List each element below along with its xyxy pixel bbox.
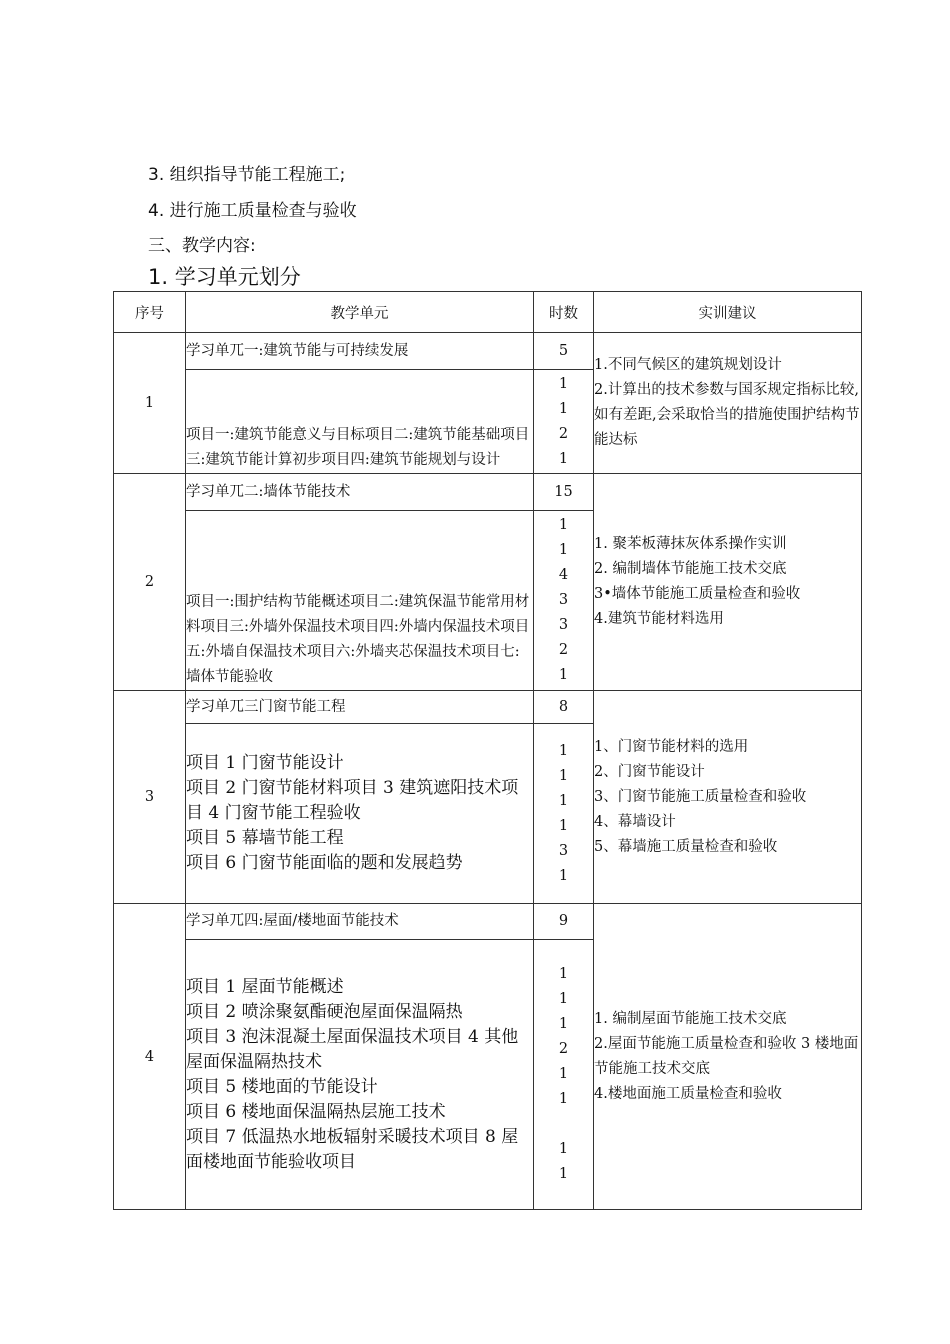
header-unit: 教学单元: [186, 292, 534, 333]
unit-index: 1: [114, 333, 186, 474]
unit-row: [114, 691, 862, 724]
project-item: 项目 5 楼地面的节能设计: [186, 1076, 378, 1097]
project-item: 项目 6 楼地面保温隔热层施工技术: [186, 1101, 446, 1122]
project-hour-value: 2: [558, 1041, 569, 1057]
suggestion-item: 1. 编制屋面节能施工技术交底: [594, 1010, 787, 1027]
unit-table: [113, 291, 862, 1210]
project-hour-value: 1: [558, 1141, 569, 1157]
project-hour-value: 1: [558, 450, 569, 467]
project-item: 项目 3 泡沫混凝土屋面保温技术项目 4 其他屋面保温隔热技术: [186, 1026, 519, 1072]
project-hour-value: 1: [558, 542, 569, 558]
unit-title: 学习单兀四:屋面/楼地面节能技术: [186, 904, 534, 940]
project-hour-value: 1: [558, 1166, 569, 1182]
unit-row: [114, 904, 862, 940]
project-item: 项目一:建筑节能意义与目标项目二:建筑节能基础项目三:建筑节能计算初步项目四:建筑节能规划与设计: [186, 427, 530, 468]
training-suggestions: [594, 691, 862, 904]
project-item: 项目 2 喷涂聚氨酯硬泡屋面保温隔热: [186, 1001, 463, 1022]
suggestion-item: 1、门窗节能材料的选用: [594, 738, 749, 755]
project-hours: [534, 511, 594, 691]
training-suggestions: [594, 904, 862, 1210]
suggestion-item: 4、幕墙设计: [594, 813, 676, 830]
unit-title: 学习单兀一:建筑节能与可持续发展: [186, 333, 534, 370]
project-hour-value: 1: [558, 742, 569, 759]
intro-line-3: 3. 组织指导节能工程施工;: [148, 165, 346, 185]
intro-line-4: 4. 进行施工质量检查与验收: [148, 201, 357, 221]
project-hour-value: 2: [558, 425, 569, 442]
table-body: [114, 333, 862, 1210]
suggestion-item: 5、幕墙施工质量检查和验收: [594, 838, 778, 855]
project-hour-value: 4: [558, 567, 569, 583]
suggestion-item: 2. 编制墙体节能施工技术交底: [594, 561, 787, 577]
project-item: 项目 7 低温热水地板辐射采暖技术项目 8 屋面楼地面节能验收项目: [186, 1126, 519, 1172]
table-header-row: [114, 292, 862, 333]
project-hour-value: 1: [558, 767, 569, 784]
suggestion-item: 2、门窗节能设计: [594, 763, 705, 780]
training-suggestions: [594, 333, 862, 474]
project-item: 项目 6 门窗节能面临的题和发展趋势: [186, 853, 463, 873]
subsection-heading: 1. 学习单元划分: [148, 265, 301, 289]
project-hour-value: 3: [558, 617, 569, 633]
project-hours: [534, 370, 594, 474]
suggestion-item: 3、门窗节能施工质量检查和验收: [594, 788, 807, 805]
project-item: 项目 1 门窗节能设计: [186, 753, 344, 773]
header-suggestion: 实训建议: [594, 292, 862, 333]
suggestion-item: 4.建筑节能材料选用: [594, 611, 724, 627]
project-hour-value: 3: [558, 842, 569, 859]
project-list: [186, 511, 534, 691]
header-index: 序号: [114, 292, 186, 333]
project-list: [186, 370, 534, 474]
project-hour-value: 1: [558, 400, 569, 417]
suggestion-item: 3•墙体节能施工质量检查和验收: [594, 586, 801, 602]
project-list: [186, 724, 534, 904]
project-item: 项目 2 门窗节能材料项目 3 建筑遮阳技术项目 4 门窗节能工程验收: [186, 778, 519, 823]
unit-row: [114, 333, 862, 370]
project-hour-value: 1: [558, 966, 569, 982]
unit-index: 2: [114, 474, 186, 691]
project-item: 项目一:围护结构节能概述项目二:建筑保温节能常用材料项目三:外墙外保温技术项目四:外墙内保温技术项目五:外墙自保温技术项目六:外墙夹芯保温技术项目七:墙体节能验收: [186, 594, 530, 685]
project-item: 项目 1 屋面节能概述: [186, 976, 344, 997]
unit-index: 4: [114, 904, 186, 1210]
suggestion-item: 1.不同气候区的建筑规划设计: [594, 357, 782, 373]
project-hour-value: 2: [558, 642, 569, 658]
suggestion-item: 4.楼地面施工质量检查和验收: [594, 1085, 782, 1102]
project-hour-value: 1: [558, 1016, 569, 1032]
project-hour-value: 1: [558, 517, 569, 533]
unit-hours: 15: [534, 474, 594, 511]
unit-hours: 9: [534, 904, 594, 940]
project-hour-value: 1: [558, 991, 569, 1007]
project-hour-value: 1: [558, 792, 569, 809]
project-hour-value: 1: [558, 1091, 569, 1107]
header-hours: 时数: [534, 292, 594, 333]
unit-hours: 8: [534, 691, 594, 724]
suggestion-item: 2.屋面节能施工质量检查和验收 3 楼地面节能施工技术交底: [594, 1035, 859, 1077]
training-suggestions: [594, 474, 862, 691]
project-hour-value: 1: [558, 375, 569, 392]
suggestion-item: 2.计算出的技术参数与国豕规定指标比较,如有差距,会采取恰当的措施使围护结构节能达标: [594, 382, 860, 448]
project-list: [186, 940, 534, 1210]
suggestion-item: 1. 聚苯板薄抹灰体系操作实训: [594, 536, 787, 552]
project-hours: [534, 940, 594, 1210]
project-hour-value: 1: [558, 1066, 569, 1082]
section-heading: 三、教学内容:: [148, 236, 256, 256]
unit-title: 学习单兀三门窗节能工程: [186, 691, 534, 724]
unit-title: 学习单兀二:墙体节能技术: [186, 474, 534, 511]
project-hour-value: 1: [558, 817, 569, 834]
unit-hours: 5: [534, 333, 594, 370]
unit-index: 3: [114, 691, 186, 904]
project-item: 项目 5 幕墙节能工程: [186, 828, 344, 848]
project-hour-value: [534, 1112, 593, 1137]
project-hours: [534, 724, 594, 904]
unit-row: [114, 474, 862, 511]
project-hour-value: 1: [558, 667, 569, 683]
project-hour-value: 1: [558, 867, 569, 884]
project-hour-value: 3: [558, 592, 569, 608]
